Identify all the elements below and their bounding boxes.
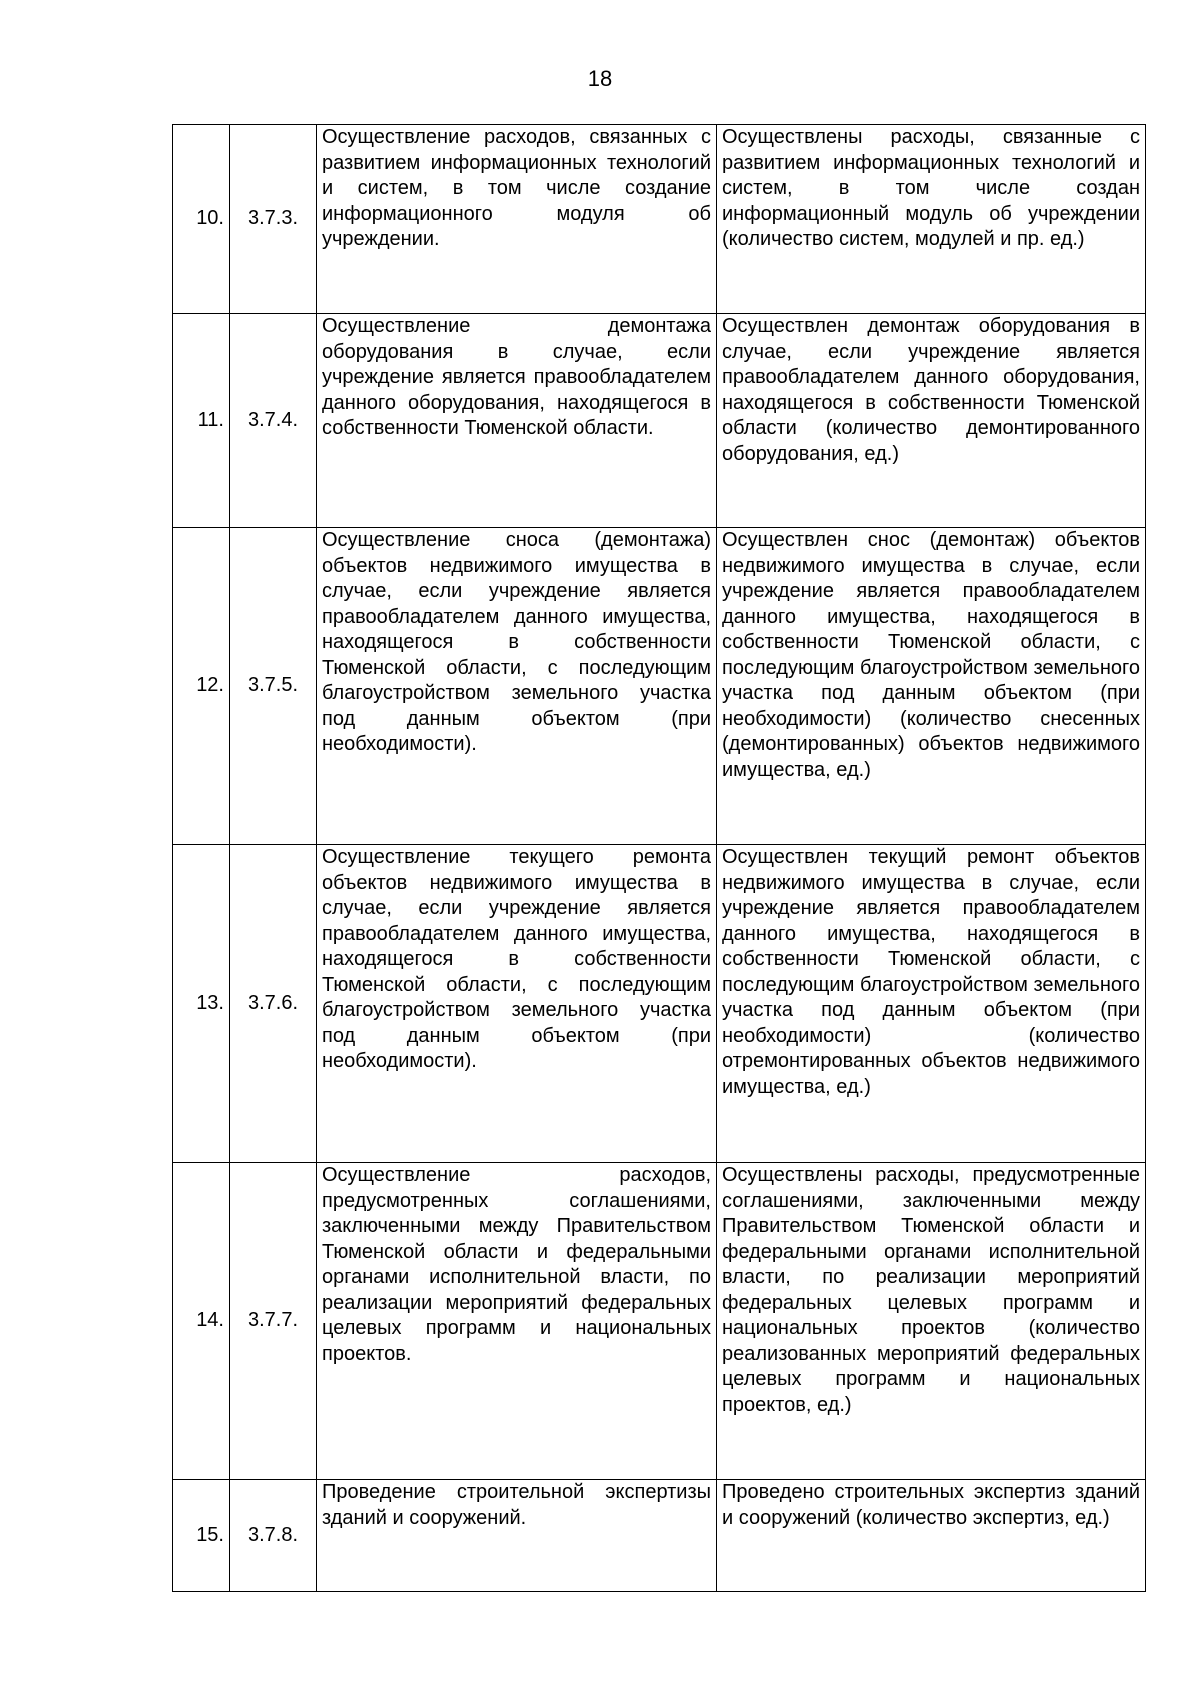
activity-result: Осуществлены расходы, связанные с развитием информационных технологий и систем, в том числе создан информационный модуль об учреждении (количество систем, модулей и пр. ед.) bbox=[717, 125, 1146, 314]
page-number: 18 bbox=[587, 66, 613, 91]
table-row bbox=[173, 528, 1146, 845]
row-number: 15. bbox=[173, 1480, 230, 1592]
table-row bbox=[173, 125, 1146, 314]
activity-result: Проведено строительных экспертиз зданий и сооружений (количество экспертиз, ед.) bbox=[717, 1480, 1146, 1592]
item-code: 3.7.4. bbox=[230, 314, 317, 528]
activity-description: Осуществление расходов, предусмотренных соглашениями, заключенными между Правительством Тюменской области и федеральными органами исполнительной власти, по реализации мероприятий федеральных целевых программ и национальных проектов. bbox=[317, 1163, 717, 1480]
item-code: 3.7.7. bbox=[230, 1163, 317, 1480]
activity-result: Осуществлен демонтаж оборудования в случае, если учреждение является правообладателем данного оборудования, находящегося в собственности Тюменской области (количество демонтированного оборудования, ед.) bbox=[717, 314, 1146, 528]
row-number: 13. bbox=[173, 845, 230, 1163]
item-code: 3.7.6. bbox=[230, 845, 317, 1163]
item-code: 3.7.8. bbox=[230, 1480, 317, 1592]
activity-description: Осуществление сноса (демонтажа) объектов недвижимого имущества в случае, если учреждение является правообладателем данного имущества, находящегося в собственности Тюменской области, с последующим благоустройством земельного участка под данным объектом (при необходимости). bbox=[317, 528, 717, 845]
activity-result: Осуществлен текущий ремонт объектов недвижимого имущества в случае, если учреждение является правообладателем данного имущества, находящегося в собственности Тюменской области, с последующим благоустройством земельного участка под данным объектом (при необходимости) (количество отремонтированных объектов недвижимого имущества, ед.) bbox=[717, 845, 1146, 1163]
item-code: 3.7.3. bbox=[230, 125, 317, 314]
activity-result: Осуществлен снос (демонтаж) объектов недвижимого имущества в случае, если учреждение является правообладателем данного имущества, находящегося в собственности Тюменской области, с последующим благоустройством земельного участка под данным объектом (при необходимости) (количество снесенных (демонтированных) объектов недвижимого имущества, ед.) bbox=[717, 528, 1146, 845]
row-number: 14. bbox=[173, 1163, 230, 1480]
row-number: 11. bbox=[173, 314, 230, 528]
activities-table bbox=[172, 124, 1146, 1592]
activity-description: Осуществление текущего ремонта объектов недвижимого имущества в случае, если учреждение является правообладателем данного имущества, находящегося в собственности Тюменской области, с последующим благоустройством земельного участка под данным объектом (при необходимости). bbox=[317, 845, 717, 1163]
activity-result: Осуществлены расходы, предусмотренные соглашениями, заключенными между Правительством Тюменской области и федеральными органами исполнительной власти, по реализации мероприятий федеральных целевых программ и национальных проектов (количество реализованных мероприятий федеральных целевых программ и национальных проектов, ед.) bbox=[717, 1163, 1146, 1480]
item-code: 3.7.5. bbox=[230, 528, 317, 845]
row-number: 10. bbox=[173, 125, 230, 314]
table-row bbox=[173, 845, 1146, 1163]
row-number: 12. bbox=[173, 528, 230, 845]
table-row bbox=[173, 314, 1146, 528]
activity-description: Осуществление демонтажа оборудования в случае, если учреждение является правообладателем данного оборудования, находящегося в собственности Тюменской области. bbox=[317, 314, 717, 528]
activity-description: Осуществление расходов, связанных с развитием информационных технологий и систем, в том числе создание информационного модуля об учреждении. bbox=[317, 125, 717, 314]
table-row bbox=[173, 1480, 1146, 1592]
table-row bbox=[173, 1163, 1146, 1480]
activity-description: Проведение строительной экспертизы зданий и сооружений. bbox=[317, 1480, 717, 1592]
